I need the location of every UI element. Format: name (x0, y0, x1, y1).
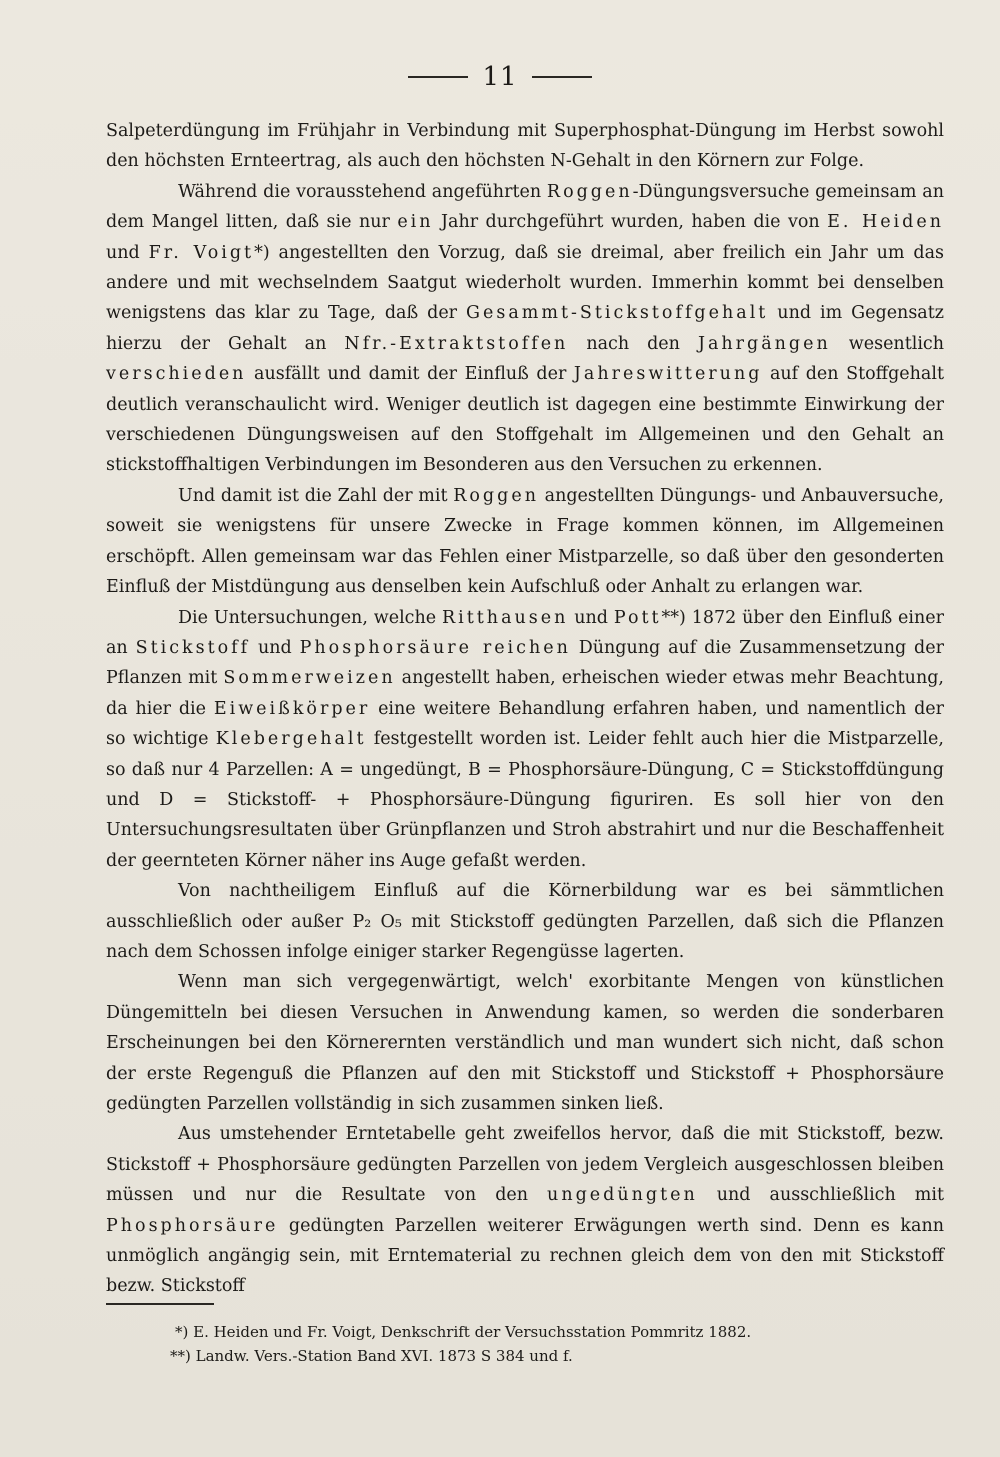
spaced-text: Fr. Voigt (148, 242, 255, 263)
text-run: und (250, 637, 300, 658)
spaced-text: Klebergehalt (215, 729, 367, 750)
spaced-text: verschieden (106, 364, 247, 385)
spaced-text: Ritthausen (441, 607, 569, 628)
paragraph (106, 116, 944, 177)
paragraph (106, 603, 944, 877)
header-rule-right (532, 76, 592, 78)
header-rule-left (408, 76, 468, 78)
text-run: **) 1872 über den Einfluß einer an (106, 607, 944, 658)
spaced-text: Pott (613, 607, 662, 628)
body-text (106, 116, 944, 1302)
spaced-text: Stickstoff (135, 637, 251, 658)
spaced-text: Eiweißkörper (213, 698, 371, 719)
spaced-text: Gesammt-Stickstoffgehalt (466, 303, 769, 324)
spaced-text: Nfr.-Extraktstoffen (344, 333, 569, 354)
spaced-text: Jahrgängen (697, 333, 831, 354)
text-run: Jahr durchgeführt wurden, haben die von (433, 212, 828, 233)
spaced-text: Roggen (453, 485, 539, 506)
text-run: angestellten Düngungs- und Anbauversuche, soweit sie wenigstens für unsere Zwecke in Frage kommen können, im Allgemeinen erschöpft. Allen gemeinsam war das Fehlen einer Mistparzelle, so daß über den gesonderten Einfluß der Mistdüngung aus denselben kein Aufschluß oder Anhalt zu erlangen war. (106, 485, 944, 598)
text-run: gedüngten Parzellen weiterer Erwägungen werth sind. Denn es kann unmöglich angängig sein, mit Erntematerial zu rechnen gleich dem von den mit Stickstoff bezw. Stickstoff (106, 1215, 944, 1297)
spaced-text: ein (397, 212, 434, 233)
paragraph (106, 481, 944, 603)
paragraph (106, 177, 944, 481)
text-run: und (106, 242, 149, 263)
text-run: eine weitere Behandlung erfahren haben, und namentlich der so wichtige (106, 698, 944, 750)
paragraph (106, 967, 944, 1119)
text-run: ausfällt und damit der Einfluß der (246, 364, 574, 385)
spaced-text: Phosphorsäure (106, 1215, 279, 1236)
text-run: Von nachtheiligem Einfluß auf die Körnerbildung war es bei sämmtlichen ausschließlich oder außer P₂ O₅ mit Stickstoff gedüngten Parzellen, daß sich die Pflanzen nach dem Schossen infolge einiger starker Regengüsse lagerten. (106, 881, 944, 962)
page-header (0, 62, 1000, 92)
text-run: wesentlich (830, 333, 945, 354)
text-run: Und damit ist die Zahl der mit (178, 485, 454, 506)
text-run: -Düngungsversuche gemeinsam an dem Mangel litten, daß sie nur (106, 181, 944, 233)
text-run: auf den Stoffgehalt deutlich veranschaulicht wird. Weniger deutlich ist dagegen eine bestimmte Einwirkung der verschiedenen Düngungsweisen auf den Stoffgehalt im Allgemeinen und den Gehalt an stickstoffhaltigen Verbindungen im Besonderen aus den Versuchen zu erkennen. (106, 364, 944, 476)
footnote-2: **) Landw. Vers.-Station Band XVI. 1873 S 384 und f. (170, 1347, 573, 1365)
spaced-text: E. Heiden (827, 212, 944, 233)
page-number: 11 (482, 62, 518, 92)
spaced-text: Roggen (546, 181, 633, 202)
footnote-1: *) E. Heiden und Fr. Voigt, Denkschrift der Versuchsstation Pommritz 1882. (175, 1323, 752, 1341)
text-run: Salpeterdüngung im Frühjahr in Verbindung mit Superphosphat-Düngung im Herbst sowohl den höchsten Ernteertrag, als auch den höchsten N-Gehalt in den Körnern zur Folge. (106, 121, 944, 172)
text-run: Während die vorausstehend angeführten (178, 181, 547, 202)
spaced-text: Sommerweizen (223, 668, 396, 689)
footnotes (170, 1320, 935, 1368)
text-run: Düngung auf die Zusammensetzung der Pflanzen mit (106, 637, 944, 689)
text-run: und im Gegensatz hierzu der Gehalt an (106, 303, 944, 354)
footnote-rule (106, 1303, 214, 1305)
text-run: Die Untersuchungen, welche (178, 607, 442, 628)
spaced-text: Jahreswitterung (573, 364, 763, 385)
paragraph (106, 1119, 944, 1301)
spaced-text: Phosphorsäure reichen (299, 637, 571, 658)
text-run: festgestellt worden ist. Leider fehlt auch hier die Mistparzelle, so daß nur 4 Parzellen: A = ungedüngt, B = Phosphorsäure-Düngung, C = Stickstoffdüngung und D = Stickstoff- + Phosphorsäure-Düngung figuriren. Es soll hier von den Untersuchungsresultaten über Grünpflanzen und Stroh abstrahirt und nur die Beschaffenheit der geernteten Körner näher ins Auge gefaßt werden. (106, 729, 944, 871)
text-run: angestellt haben, erheischen wieder etwas mehr Beachtung, da hier die (106, 668, 944, 719)
text-run: *) angestellten den Vorzug, daß sie dreimal, aber freilich ein Jahr um das andere und mit wechselndem Saatgut wiederholt wurden. Immerhin kommt bei denselben wenigstens das klar zu Tage, daß der (106, 242, 944, 324)
text-run: nach den (568, 333, 698, 354)
text-run: und (568, 607, 614, 628)
paragraph (106, 876, 944, 967)
text-run: Aus umstehender Erntetabelle geht zweifellos hervor, daß die mit Stickstoff, bezw. Stickstoff + Phosphorsäure gedüngten Parzellen von jedem Vergleich ausgeschlossen bleiben müssen und nur die Resultate von den (106, 1124, 944, 1206)
text-run: und ausschließlich mit (697, 1185, 944, 1206)
text-run: Wenn man sich vergegenwärtigt, welch' exorbitante Mengen von künstlichen Düngemitteln bei diesen Versuchen in Anwendung kamen, so werden die sonderbaren Erscheinungen bei den Körnerernten verständlich und man wundert sich nicht, daß schon der erste Regenguß die Pflanzen auf den mit Stickstoff und Stickstoff + Phosphorsäure gedüngten Parzellen vollständig in sich zusammen sinken ließ. (106, 972, 944, 1114)
spaced-text: ungedüngten (547, 1185, 698, 1206)
